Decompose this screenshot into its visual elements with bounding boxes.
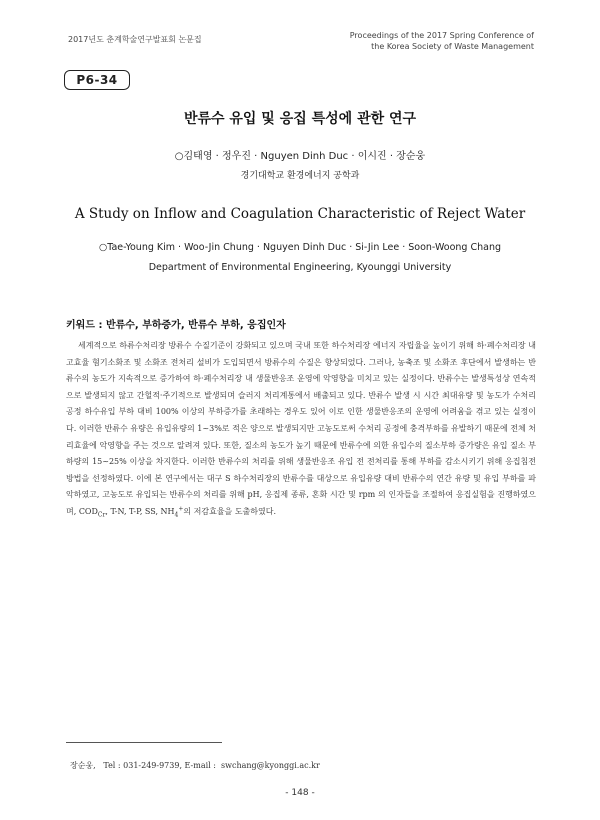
conference-name-english (274, 30, 534, 52)
authors-korean: ○김태영 · 정우진 · Nguyen Dinh Duc · 이시진 · 장순웅 (174, 151, 426, 162)
cod-subscript: Cr (97, 511, 106, 519)
corresponding-author-footnote: 장순웅, Tel : 031-249-9739, E-mail : swchang@kyonggi.ac.kr (70, 761, 320, 770)
page-number: - 148 - (285, 788, 315, 798)
paper-title-english: A Study on Inflow and Coagulation Characteristic of Reject Water (74, 206, 526, 222)
affiliation-korean: 경기대학교 환경에너지 공학과 (240, 171, 360, 181)
ammonium-superscript: + (178, 505, 184, 513)
abstract-main-text: 세계적으로 하류수처리장 방류수 수질기준이 강화되고 있으며 국내 또한 하수처리장 에너지 자립율을 높이기 위해 하·폐수처리장 내 고효율 혐기소화조 및 소화조 전처리 설비가 도입되면서 방류수의 수질은 향상되었다. 그러나, 농축조 및 소화조 후단에서 발생하는 반류수의 농도가 지속적으로 증가하여 하·폐수처리장 내 생물반응조 운영에 악영향을 미치고 있는 실정이다. 반류수는 발생특성상 연속적으로 발생되지 않고 간헐적·주기적으로 발생되며 슬러지 처리계통에서 배출되고 있다. 반류수 발생 시 시간 최대유량 및 농도가 수처리공정 하수유입 부하 대비 100% 이상의 부하증가를 초래하는 경우도 있어 이로 인한 생물반응조의 운영에 어려움을 겪고 있는 실정이다. 이러한 반류수 유량은 유입유량의 1~3%로 적은 양으로 발생되지만 고농도로써 수처리 공정에 충격부하를 유발하기 때문에 전체 처리효율에 악영향을 주는 것으로 알려져 있다. 또한, 질소의 농도가 높기 때문에 반류수에 의한 유입수의 질소부하 증가량은 유입 질소 부하량의 15~25% 이상을 차지한다. 이러한 반류수의 처리를 위해 생물반응조 유입 전 전처리를 통해 부하를 감소시키기 위해 응집침전 방법을 선정하였다. 이에 본 연구에서는 대구 S 하수처리장의 반류수를 대상으로 유입유량 대비 반류수의 연간 유량 및 유입 부하를 파악하였고, 고농도로 유입되는 반류수의 처리를 위해 pH, 응집제 종류, 혼화 시간 및 rpm 의 인자들을 조절하여 응집실험을 진행하였으며, COD (66, 341, 536, 516)
abstract (66, 338, 536, 521)
conference-name-line1: Proceedings of the 2017 Spring Conference of (349, 31, 534, 40)
paper-code-badge: P6-34 (64, 70, 130, 90)
ammonium-subscript: 4 (174, 511, 179, 519)
abstract-ending: 의 저감효율을 도출하였다. (183, 506, 277, 516)
keywords: 키워드 : 반류수, 부하증가, 반류수 부하, 응집인자 (66, 320, 286, 331)
paper-title-korean: 반류수 유입 및 응집 특성에 관한 연구 (183, 111, 417, 127)
conference-name-line2: the Korea Society of Waste Management (371, 42, 534, 51)
conference-name-korean: 2017년도 춘계학술연구발표회 논문집 (68, 35, 202, 44)
footnote-divider (66, 742, 222, 743)
authors-english: ○Tae-Young Kim · Woo-Jin Chung · Nguyen Dinh Duc · Si-Jin Lee · Soon-Woong Chang (98, 242, 502, 253)
affiliation-english: Department of Environmental Engineering, Kyounggi University (148, 262, 452, 273)
abstract-parameters: , T-N, T-P, SS, NH (105, 506, 175, 516)
